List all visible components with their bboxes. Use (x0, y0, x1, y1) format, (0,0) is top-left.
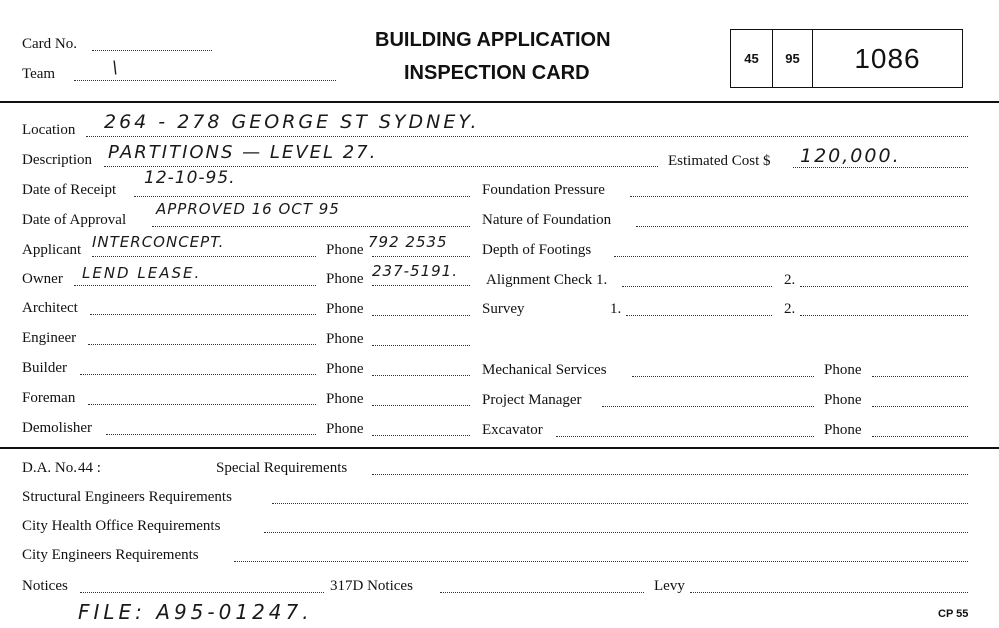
estimated-cost-label: Estimated Cost $ (668, 153, 771, 169)
survey-1-field[interactable] (626, 315, 772, 316)
applicant-phone-value: 792 2535 (368, 233, 448, 251)
owner-field[interactable] (74, 285, 316, 286)
alignment-check-1-field[interactable] (622, 286, 772, 287)
date-receipt-field[interactable] (134, 196, 470, 197)
architect-phone-label: Phone (326, 301, 364, 317)
nature-foundation-field[interactable] (636, 226, 968, 227)
foreman-label: Foreman (22, 390, 76, 406)
estimated-cost-field[interactable] (793, 167, 968, 168)
da-no-label: D.A. No. (22, 460, 77, 476)
architect-phone-field[interactable] (372, 315, 470, 316)
survey-2-label: 2. (784, 301, 796, 317)
header-divider (0, 101, 999, 103)
form-code: CP 55 (938, 608, 969, 620)
owner-label: Owner (22, 271, 63, 287)
city-eng-req-label: City Engineers Requirements (22, 547, 199, 563)
card-number-box (730, 29, 963, 88)
architect-label: Architect (22, 300, 78, 316)
project-manager-phone-field[interactable] (872, 406, 968, 407)
team-field[interactable] (74, 80, 336, 81)
excavator-phone-label: Phone (824, 422, 862, 438)
builder-phone-label: Phone (326, 361, 364, 377)
section-divider (0, 447, 999, 449)
da-no-value: 44 : (78, 460, 101, 476)
estimated-cost-value: 120,000. (800, 145, 901, 167)
card-number: 1086 (854, 42, 921, 74)
builder-field[interactable] (80, 374, 316, 375)
applicant-phone-label: Phone (326, 242, 364, 258)
builder-phone-field[interactable] (372, 375, 470, 376)
structural-req-label: Structural Engineers Requirements (22, 489, 232, 505)
team-value: \ (112, 58, 119, 78)
date-approval-field[interactable] (152, 226, 470, 227)
demolisher-label: Demolisher (22, 420, 92, 436)
number-box-b: 95 (773, 30, 813, 87)
depth-footings-label: Depth of Footings (482, 242, 592, 258)
date-receipt-label: Date of Receipt (22, 182, 117, 198)
location-label: Location (22, 122, 76, 138)
engineer-phone-label: Phone (326, 331, 364, 347)
depth-footings-field[interactable] (614, 256, 968, 257)
mechanical-phone-field[interactable] (872, 376, 968, 377)
number-box-a: 45 (731, 30, 773, 87)
survey-label: Survey (482, 301, 525, 317)
applicant-value: INTERCONCEPT. (92, 233, 225, 251)
description-label: Description (22, 152, 92, 168)
alignment-check-2-label: 2. (784, 272, 796, 288)
notices-label: Notices (22, 578, 68, 594)
notices-field[interactable] (80, 592, 324, 593)
location-value: 264 - 278 GEORGE ST SYDNEY. (104, 111, 480, 133)
demolisher-field[interactable] (106, 434, 316, 435)
description-field[interactable] (104, 166, 658, 167)
card-no-field[interactable] (92, 50, 212, 51)
notices-317d-label: 317D Notices (330, 578, 413, 594)
excavator-field[interactable] (556, 436, 814, 437)
excavator-phone-field[interactable] (872, 436, 968, 437)
file-reference: FILE: A95-01247. (78, 600, 313, 624)
card-no-label: Card No. (22, 36, 77, 52)
nature-foundation-label: Nature of Foundation (482, 212, 612, 228)
owner-phone-field[interactable] (372, 285, 470, 286)
health-req-label: City Health Office Requirements (22, 518, 221, 534)
engineer-field[interactable] (88, 344, 316, 345)
foreman-phone-label: Phone (326, 391, 364, 407)
applicant-label: Applicant (22, 242, 82, 258)
date-receipt-value: 12-10-95. (144, 168, 236, 188)
notices-317d-field[interactable] (440, 592, 644, 593)
foreman-field[interactable] (88, 404, 316, 405)
foreman-phone-field[interactable] (372, 405, 470, 406)
excavator-label: Excavator (482, 422, 543, 438)
health-req-field[interactable] (264, 532, 968, 533)
engineer-label: Engineer (22, 330, 77, 346)
project-manager-phone-label: Phone (824, 392, 862, 408)
city-eng-req-field[interactable] (234, 561, 968, 562)
survey-1-label: 1. (610, 301, 622, 317)
owner-value: LEND LEASE. (82, 264, 202, 282)
structural-req-field[interactable] (272, 503, 968, 504)
foundation-pressure-label: Foundation Pressure (482, 182, 605, 198)
mechanical-label: Mechanical Services (482, 362, 607, 378)
builder-label: Builder (22, 360, 67, 376)
location-field[interactable] (86, 136, 968, 137)
project-manager-label: Project Manager (482, 392, 582, 408)
demolisher-phone-field[interactable] (372, 435, 470, 436)
description-value: PARTITIONS — LEVEL 27. (108, 142, 378, 163)
alignment-check-label: Alignment Check 1. (486, 272, 608, 288)
mechanical-field[interactable] (632, 376, 814, 377)
alignment-check-2-field[interactable] (800, 286, 968, 287)
levy-field[interactable] (690, 592, 968, 593)
levy-label: Levy (654, 578, 685, 594)
engineer-phone-field[interactable] (372, 345, 470, 346)
applicant-field[interactable] (92, 256, 316, 257)
special-req-label: Special Requirements (216, 460, 348, 476)
project-manager-field[interactable] (602, 406, 814, 407)
date-approval-label: Date of Approval (22, 212, 127, 228)
owner-phone-label: Phone (326, 271, 364, 287)
owner-phone-value: 237-5191. (372, 262, 458, 280)
mechanical-phone-label: Phone (824, 362, 862, 378)
architect-field[interactable] (90, 314, 316, 315)
date-approval-value: APPROVED 16 OCT 95 (156, 200, 340, 218)
foundation-pressure-field[interactable] (630, 196, 968, 197)
team-label: Team (22, 66, 56, 82)
form-title-line2: INSPECTION CARD (404, 62, 590, 84)
special-req-field[interactable] (372, 474, 968, 475)
demolisher-phone-label: Phone (326, 421, 364, 437)
applicant-phone-field[interactable] (372, 256, 470, 257)
survey-2-field[interactable] (800, 315, 968, 316)
form-title-line1: BUILDING APPLICATION (375, 29, 611, 51)
